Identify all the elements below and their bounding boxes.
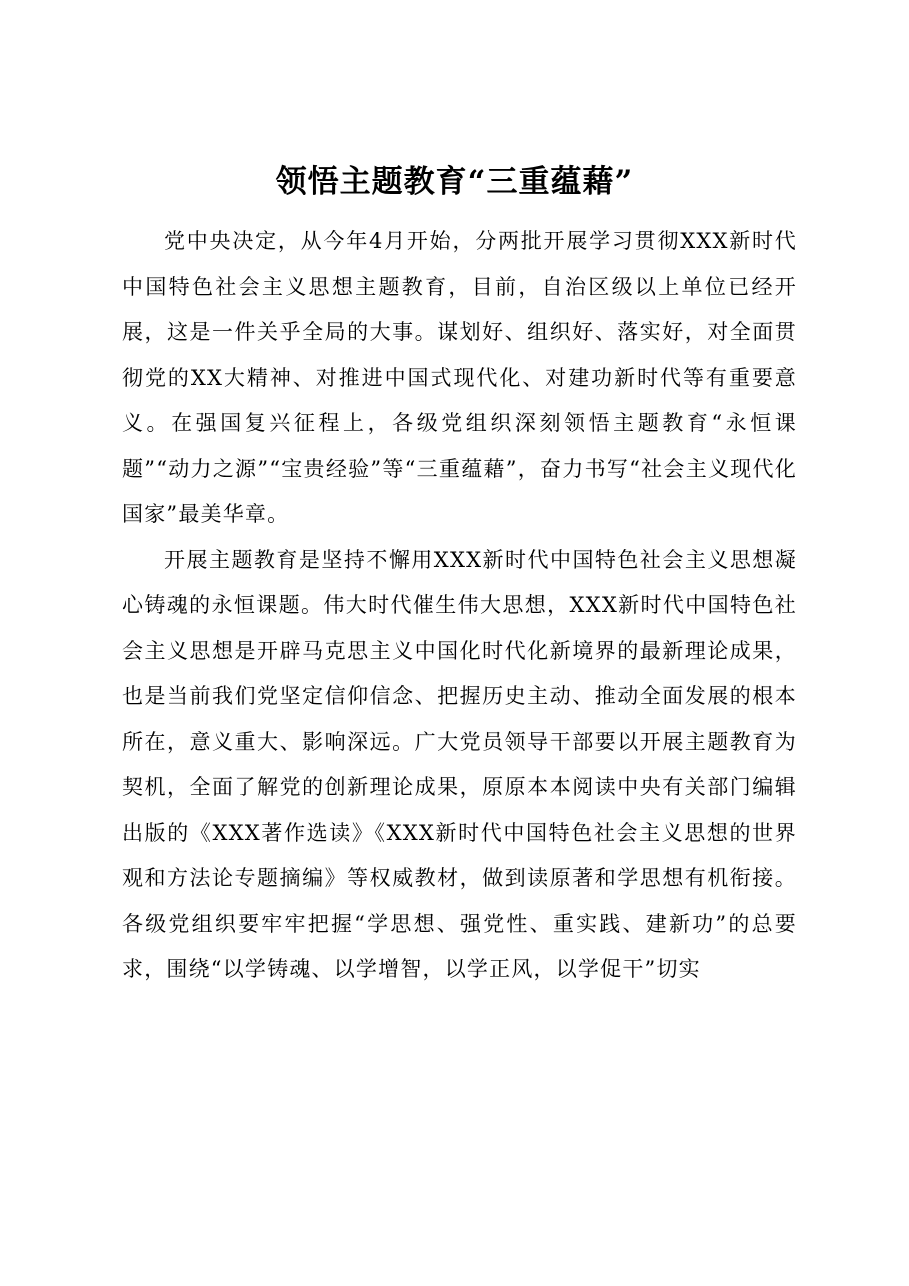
document-body: [122, 219, 797, 993]
paragraph-2: 开展主题教育是坚持不懈用XXX新时代中国特色社会主义思想凝心铸魂的永恒课题。伟大时代催生伟大思想，XXX新时代中国特色社会主义思想是开辟马克思主义中国化时代化新境界的最新理论成果，也是当前我们党坚定信仰信念、把握历史主动、推动全面发展的根本所在，意义重大、影响深远。广大党员领导干部要以开展主题教育为契机，全面了解党的创新理论成果，原原本本阅读中央有关部门编辑出版的《XXX著作选读》《XXX新时代中国特色社会主义思想的世界观和方法论专题摘编》等权威教材，做到读原著和学思想有机衔接。各级党组织要牢牢把握“学思想、强党性、重实践、建新功”的总要求，围绕“以学铸魂、以学增智，以学正风，以学促干”切实: [122, 547, 797, 981]
paragraph-1: 党中央决定，从今年4月开始，分两批开展学习贯彻XXX新时代中国特色社会主义思想主题教育，目前，自治区级以上单位已经开展，这是一件关乎全局的大事。谋划好、组织好、落实好，对全面贯彻党的XX大精神、对推进中国式现代化、对建功新时代等有重要意义。在强国复兴征程上，各级党组织深刻领悟主题教育“永恒课题”“动力之源”“宝贵经验”等“三重蕴藉”，奋力书写“社会主义现代化国家”最美华章。: [122, 229, 797, 526]
document-title: 领悟主题教育“三重蕴藉”: [275, 164, 634, 200]
